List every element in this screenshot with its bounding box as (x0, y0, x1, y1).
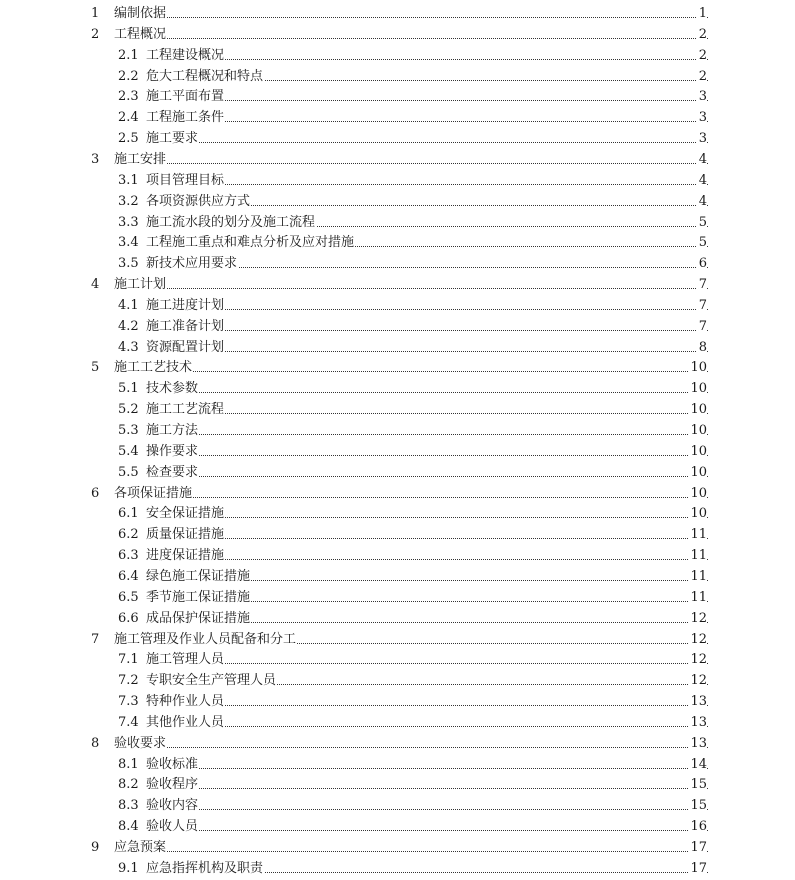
toc-entry-title: 季节施工保证措施 (146, 589, 251, 605)
toc-page-number: 10 (690, 464, 707, 480)
toc-entry-number: 3 (91, 151, 100, 167)
toc-entry-number: 5.3 (118, 423, 139, 438)
toc-page-number: 17 (690, 840, 707, 855)
toc-page-number: 2 (698, 47, 707, 63)
toc-dot-leader (146, 330, 708, 331)
toc-entry-number: 5.4 (118, 443, 139, 459)
toc-section-entry[interactable] (0, 420, 795, 441)
toc-chapter-entry[interactable] (0, 3, 795, 24)
toc-page-number: 15 (690, 777, 707, 793)
toc-entry-title: 质量保证措施 (146, 527, 225, 543)
toc-chapter-entry[interactable] (0, 483, 795, 504)
toc-page-number: 3 (698, 110, 707, 126)
toc-entry-title: 施工工艺技术 (114, 360, 193, 376)
toc-entry-title: 验收内容 (146, 798, 199, 814)
toc-entry-title: 操作要求 (146, 443, 199, 459)
toc-section-entry[interactable] (0, 191, 795, 212)
toc-page-number: 11 (690, 589, 707, 605)
toc-page-number: 11 (690, 568, 707, 584)
toc-entry-title: 验收人员 (146, 819, 199, 835)
toc-entry-number: 7 (91, 631, 100, 647)
toc-entry-number: 5.5 (118, 464, 139, 480)
toc-entry-number: 2.1 (118, 47, 139, 63)
toc-entry-title: 技术参数 (146, 381, 199, 397)
toc-page-number: 15 (690, 798, 707, 814)
toc-page-number: 3 (698, 89, 707, 105)
toc-dot-leader (146, 100, 708, 101)
toc-section-entry[interactable] (0, 86, 795, 107)
toc-section-entry[interactable] (0, 545, 795, 566)
toc-entry-number: 3.2 (118, 193, 139, 209)
toc-page-number: 14 (690, 756, 707, 772)
toc-entry-title: 工程施工重点和难点分析及应对措施 (146, 235, 355, 251)
toc-entry-title: 特种作业人员 (146, 694, 225, 710)
toc-page-number: 16 (690, 819, 707, 835)
toc-entry-number: 3.1 (118, 172, 139, 188)
toc-entry-title: 资源配置计划 (146, 339, 225, 355)
toc-entry-number: 7.4 (118, 714, 139, 730)
toc-entry-title: 施工流水段的划分及施工流程 (146, 214, 316, 230)
toc-entry-number: 6.2 (118, 527, 139, 543)
toc-section-entry[interactable] (0, 608, 795, 629)
toc-entry-title: 施工进度计划 (146, 297, 225, 313)
toc-section-entry[interactable] (0, 253, 795, 274)
toc-chapter-entry[interactable] (0, 274, 795, 295)
toc-dot-leader (146, 809, 708, 810)
toc-page-number: 7 (698, 277, 707, 293)
toc-entry-title: 其他作业人员 (146, 714, 225, 730)
toc-entry-number: 4 (91, 277, 100, 293)
toc-entry-number: 8 (91, 735, 100, 751)
toc-dot-leader (146, 142, 708, 143)
toc-entry-number: 6.5 (118, 589, 139, 605)
toc-dot-leader (114, 38, 708, 39)
toc-page-number: 12 (690, 652, 707, 668)
toc-entry-number: 5.1 (118, 381, 139, 397)
toc-entry-title: 验收程序 (146, 777, 199, 793)
toc-entry-title: 进度保证措施 (146, 548, 225, 564)
toc-page-number: 10 (690, 423, 707, 438)
toc-entry-number: 8.3 (118, 798, 139, 814)
toc-page-number: 13 (690, 714, 707, 730)
toc-entry-number: 7.3 (118, 694, 139, 710)
toc-entry-title: 工程建设概况 (146, 47, 225, 63)
toc-dot-leader (146, 121, 708, 122)
toc-entry-number: 5.2 (118, 402, 139, 418)
toc-section-entry[interactable] (0, 378, 795, 399)
toc-dot-leader (146, 184, 708, 185)
toc-dot-leader (114, 497, 708, 498)
toc-chapter-entry[interactable] (0, 733, 795, 754)
toc-page-number: 10 (690, 506, 707, 522)
toc-entry-title: 施工平面布置 (146, 89, 225, 105)
toc-entry-title: 危大工程概况和特点 (146, 68, 264, 84)
toc-page-number: 12 (690, 631, 707, 647)
toc-section-entry[interactable] (0, 128, 795, 149)
toc-section-entry[interactable] (0, 107, 795, 128)
toc-entry-number: 9 (91, 840, 100, 855)
toc-entry-title: 专职安全生产管理人员 (146, 673, 277, 689)
toc-section-entry[interactable] (0, 774, 795, 795)
toc-dot-leader (114, 17, 708, 18)
toc-page-number: 10 (690, 443, 707, 459)
toc-entry-number: 3.3 (118, 214, 139, 230)
toc-entry-number: 2.4 (118, 110, 139, 126)
toc-dot-leader (146, 830, 708, 831)
toc-entry-title: 项目管理目标 (146, 172, 225, 188)
toc-entry-title: 工程概况 (114, 26, 167, 42)
toc-entry-number: 3.4 (118, 235, 139, 251)
toc-dot-leader (146, 538, 708, 539)
toc-dot-leader (146, 434, 708, 435)
toc-page-number: 12 (690, 673, 707, 689)
toc-entry-number: 8.4 (118, 819, 139, 835)
toc-page-number: 7 (698, 297, 707, 313)
toc-entry-title: 施工管理人员 (146, 652, 225, 668)
toc-page-number: 7 (698, 318, 707, 334)
toc-page-number: 13 (690, 694, 707, 710)
toc-entry-number: 2.3 (118, 89, 139, 105)
toc-entry-title: 各项资源供应方式 (146, 193, 251, 209)
toc-dot-leader (114, 747, 708, 748)
toc-dot-leader (146, 788, 708, 789)
toc-dot-leader (146, 392, 708, 393)
toc-entry-title: 成品保护保证措施 (146, 610, 251, 626)
toc-section-entry[interactable] (0, 462, 795, 483)
toc-page-number: 5 (698, 214, 707, 230)
toc-section-entry[interactable] (0, 66, 795, 87)
toc-section-entry[interactable] (0, 795, 795, 816)
toc-dot-leader (146, 351, 708, 352)
toc-entry-number: 8.1 (118, 756, 139, 772)
toc-page-number: 10 (690, 381, 707, 397)
toc-page-number: 11 (690, 548, 707, 564)
toc-page-number: 10 (690, 485, 707, 501)
toc-section-entry[interactable] (0, 295, 795, 316)
toc-dot-leader (146, 455, 708, 456)
toc-entry-title: 编制依据 (114, 6, 167, 21)
toc-section-entry[interactable] (0, 816, 795, 837)
toc-entry-number: 7.1 (118, 652, 139, 668)
toc-entry-title: 应急指挥机构及职责 (146, 860, 264, 876)
toc-dot-leader (114, 371, 708, 372)
toc-entry-title: 施工要求 (146, 131, 199, 147)
toc-entry-title: 施工计划 (114, 277, 167, 293)
toc-section-entry[interactable] (0, 649, 795, 670)
toc-page-number: 2 (698, 68, 707, 84)
toc-chapter-entry[interactable] (0, 837, 795, 858)
toc-chapter-entry[interactable] (0, 24, 795, 45)
toc-entry-number: 3.5 (118, 256, 139, 272)
toc-entry-title: 施工准备计划 (146, 318, 225, 334)
toc-page-number: 4 (698, 151, 707, 167)
toc-entry-title: 施工方法 (146, 423, 199, 438)
toc-dot-leader (146, 309, 708, 310)
toc-page-number: 2 (698, 26, 707, 42)
toc-entry-number: 9.1 (118, 860, 139, 876)
toc-dot-leader (146, 705, 708, 706)
toc-section-entry[interactable] (0, 399, 795, 420)
toc-dot-leader (146, 663, 708, 664)
toc-entry-title: 施工安排 (114, 151, 167, 167)
toc-entry-title: 安全保证措施 (146, 506, 225, 522)
toc-section-entry[interactable] (0, 691, 795, 712)
toc-entry-title: 应急预案 (114, 840, 167, 855)
toc-page-number: 1 (698, 6, 707, 21)
toc-entry-number: 6.1 (118, 506, 139, 522)
toc-entry-number: 4.3 (118, 339, 139, 355)
toc-chapter-entry[interactable] (0, 357, 795, 378)
toc-dot-leader (146, 413, 708, 414)
toc-entry-title: 各项保证措施 (114, 485, 193, 501)
toc-page-number: 4 (698, 172, 707, 188)
toc-entry-number: 8.2 (118, 777, 139, 793)
toc-dot-leader (114, 163, 708, 164)
toc-section-entry[interactable] (0, 524, 795, 545)
toc-entry-number: 6.6 (118, 610, 139, 626)
toc-section-entry[interactable] (0, 441, 795, 462)
toc-entry-title: 绿色施工保证措施 (146, 568, 251, 584)
toc-entry-number: 7.2 (118, 673, 139, 689)
toc-entry-number: 1 (91, 6, 100, 21)
toc-section-entry[interactable] (0, 503, 795, 524)
toc-entry-number: 2 (91, 26, 100, 42)
toc-page-number: 5 (698, 235, 707, 251)
toc-dot-leader (146, 559, 708, 560)
toc-entry-title: 检查要求 (146, 464, 199, 480)
toc-chapter-entry[interactable] (0, 149, 795, 170)
toc-entry-title: 新技术应用要求 (146, 256, 238, 272)
toc-page-number: 4 (698, 193, 707, 209)
toc-dot-leader (146, 476, 708, 477)
toc-entry-title: 验收要求 (114, 735, 167, 751)
toc-section-entry[interactable] (0, 712, 795, 733)
toc-section-entry[interactable] (0, 232, 795, 253)
toc-dot-leader (146, 726, 708, 727)
toc-entry-number: 6 (91, 485, 100, 501)
toc-page-number: 6 (698, 256, 707, 272)
toc-chapter-entry[interactable] (0, 629, 795, 650)
toc-entry-title: 验收标准 (146, 756, 199, 772)
toc-entry-number: 4.2 (118, 318, 139, 334)
toc-entry-title: 工程施工条件 (146, 110, 225, 126)
toc-page-number: 12 (690, 610, 707, 626)
toc-section-entry[interactable] (0, 754, 795, 775)
toc-page-number: 11 (690, 527, 707, 543)
toc-dot-leader (146, 59, 708, 60)
toc-section-entry[interactable] (0, 337, 795, 358)
toc-entry-number: 2.5 (118, 131, 139, 147)
toc-page-number: 10 (690, 360, 707, 376)
toc-page-number: 13 (690, 735, 707, 751)
toc-entry-number: 4.1 (118, 297, 139, 313)
toc-section-entry[interactable] (0, 566, 795, 587)
toc-entry-number: 6.3 (118, 548, 139, 564)
toc-page-number: 3 (698, 131, 707, 147)
toc-page-number: 8 (698, 339, 707, 355)
toc-section-entry[interactable] (0, 670, 795, 691)
toc-page-number: 10 (690, 402, 707, 418)
toc-section-entry[interactable] (0, 212, 795, 233)
toc-dot-leader (146, 768, 708, 769)
toc-dot-leader (146, 517, 708, 518)
toc-entry-title: 施工工艺流程 (146, 402, 225, 418)
toc-dot-leader (114, 851, 708, 852)
toc-entry-number: 5 (91, 360, 100, 376)
toc-section-entry[interactable] (0, 170, 795, 191)
toc-entry-number: 2.2 (118, 68, 139, 84)
toc-section-entry[interactable] (0, 45, 795, 66)
toc-section-entry[interactable] (0, 858, 795, 879)
toc-page-number: 17 (690, 860, 707, 876)
toc-section-entry[interactable] (0, 316, 795, 337)
toc-entry-title: 施工管理及作业人员配备和分工 (114, 631, 297, 647)
toc-section-entry[interactable] (0, 587, 795, 608)
toc-dot-leader (114, 288, 708, 289)
toc-entry-number: 6.4 (118, 568, 139, 584)
